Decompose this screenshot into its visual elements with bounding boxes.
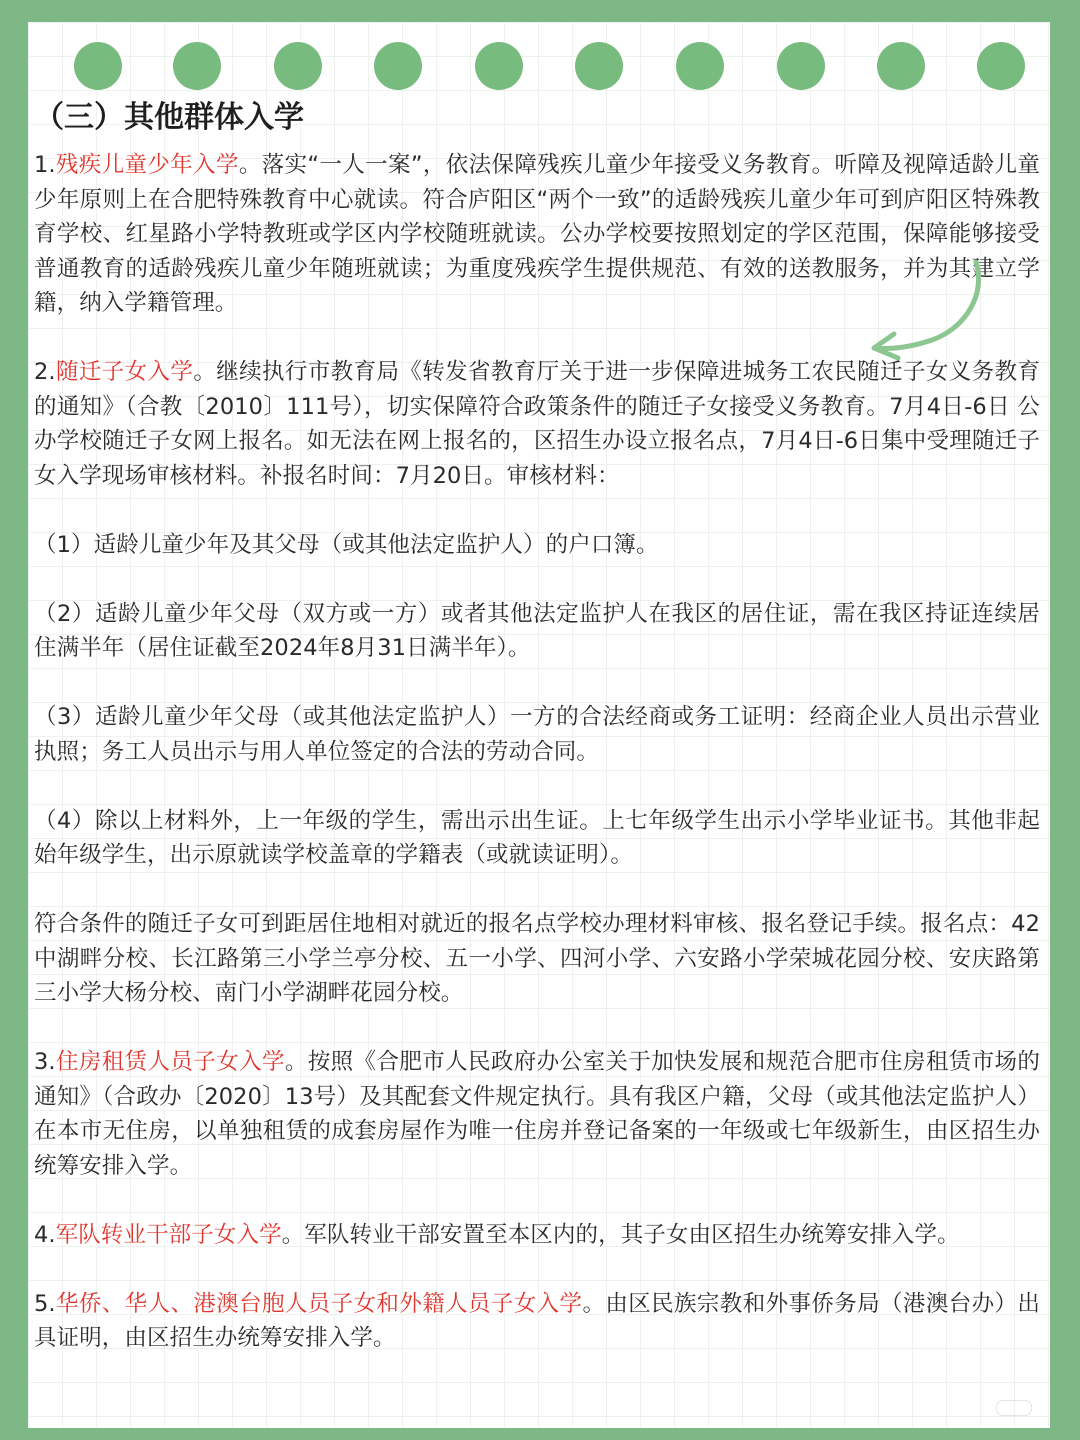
note-paper (28, 22, 1050, 1428)
binder-hole (977, 42, 1025, 90)
item-body: （4）除以上材料外，上一年级的学生，需出示出生证。上七年级学生出示小学毕业证书。其他非起始年级学生，出示原就读学校盖章的学籍表（或就读证明）。 (34, 807, 1040, 868)
item-number: 5. (34, 1290, 56, 1317)
material-item-2 (34, 597, 1040, 666)
section-title: （三）其他群体入学 (34, 100, 304, 135)
binder-hole (173, 42, 221, 90)
item-heading: 军队转业干部子女入学 (55, 1221, 282, 1248)
binder-hole (676, 42, 724, 90)
binder-hole (575, 42, 623, 90)
item-body: （2）适龄儿童少年父母（双方或一方）或者其他法定监护人在我区的居住证，需在我区持证连续居住满半年（居住证截至2024年8月31日满半年）。 (34, 600, 1040, 661)
item-body: （1）适龄儿童少年及其父母（或其他法定监护人）的户口簿。 (34, 531, 659, 558)
item-heading: 残疾儿童少年入学 (55, 152, 239, 178)
binder-hole (877, 42, 925, 90)
material-item-4 (34, 804, 1040, 873)
binder-hole (374, 42, 422, 90)
item-number: 2. (34, 359, 56, 385)
paragraph-military-cadres (34, 1218, 1040, 1253)
binder-hole (274, 42, 322, 90)
item-number: 1. (34, 152, 56, 178)
item-body: 。按照《合肥市人民政府办公室关于加快发展和规范合肥市住房租赁市场的通知》（合政办〔2020〕13号）及其配套文件规定执行。具有我区户籍，父母（或其他法定监护人）在本市无住房，以单独租赁的成套房屋作为唯一住房并登记备案的一年级或七年级新生，由区招生办统筹安排入学。 (34, 1049, 1040, 1179)
watermark-logo (996, 1400, 1032, 1416)
item-heading: 住房租赁人员子女入学 (55, 1049, 285, 1075)
item-body: 符合条件的随迁子女可到距居住地相对就近的报名点学校办理材料审核、报名登记手续。报名点：42中湖畔分校、长江路第三小学兰亭分校、五一小学、四河小学、六安路小学荣城花园分校、安庆路第三小学大杨分校、南门小学湖畔花园分校。 (34, 911, 1040, 1006)
item-body: （3）适龄儿童少年父母（或其他法定监护人）一方的合法经商或务工证明：经商企业人员出示营业执照；务工人员出示与用人单位签定的合法的劳动合同。 (34, 704, 1040, 765)
material-item-1 (34, 528, 1040, 563)
item-body: 。由区民族宗教和外事侨务局（港澳台办）出具证明，由区招生办统筹安排入学。 (34, 1290, 1040, 1351)
item-heading: 华侨、华人、港澳台胞人员子女和外籍人员子女入学 (55, 1290, 583, 1317)
item-number: 3. (34, 1049, 56, 1075)
document-content (34, 94, 1040, 1356)
binder-hole (74, 42, 122, 90)
paragraph-overseas-chinese (34, 1287, 1040, 1356)
item-body: 。继续执行市教育局《转发省教育厅关于进一步保障进城务工农民随迁子女义务教育的通知》（合教〔2010〕111号），切实保障符合政策条件的随迁子女接受义务教育。7月4日-6日 公办学校随迁子女网上报名。如无法在网上报名的，区招生办设立报名点，7月4日-6日集中受理随迁子女入学现场审核材料。补报名时间：7月20日。审核材料： (34, 359, 1040, 489)
paragraph-rental-housing (34, 1045, 1040, 1183)
material-item-3 (34, 700, 1040, 769)
paragraph-migrant-children (34, 355, 1040, 493)
binder-holes (28, 42, 1050, 94)
item-body: 。军队转业干部安置至本区内的，其子女由区招生办统筹安排入学。 (281, 1221, 960, 1248)
paragraph-disabled-children (34, 148, 1040, 321)
item-number: 4. (34, 1221, 56, 1248)
binder-hole (777, 42, 825, 90)
item-heading: 随迁子女入学 (55, 359, 194, 385)
item-body: 。落实“一人一案”，依法保障残疾儿童少年接受义务教育。听障及视障适龄儿童少年原则上在合肥特殊教育中心就读。符合庐阳区“两个一致”的适龄残疾儿童少年可到庐阳区特殊教育学校、红星路小学特教班或学区内学校随班就读。公办学校要按照划定的学区范围，保障能够接受普通教育的适龄残疾儿童少年随班就读；为重度残疾学生提供规范、有效的送教服务，并为其建立学籍，纳入学籍管理。 (34, 152, 1040, 316)
registration-points-paragraph (34, 907, 1040, 1011)
binder-hole (475, 42, 523, 90)
